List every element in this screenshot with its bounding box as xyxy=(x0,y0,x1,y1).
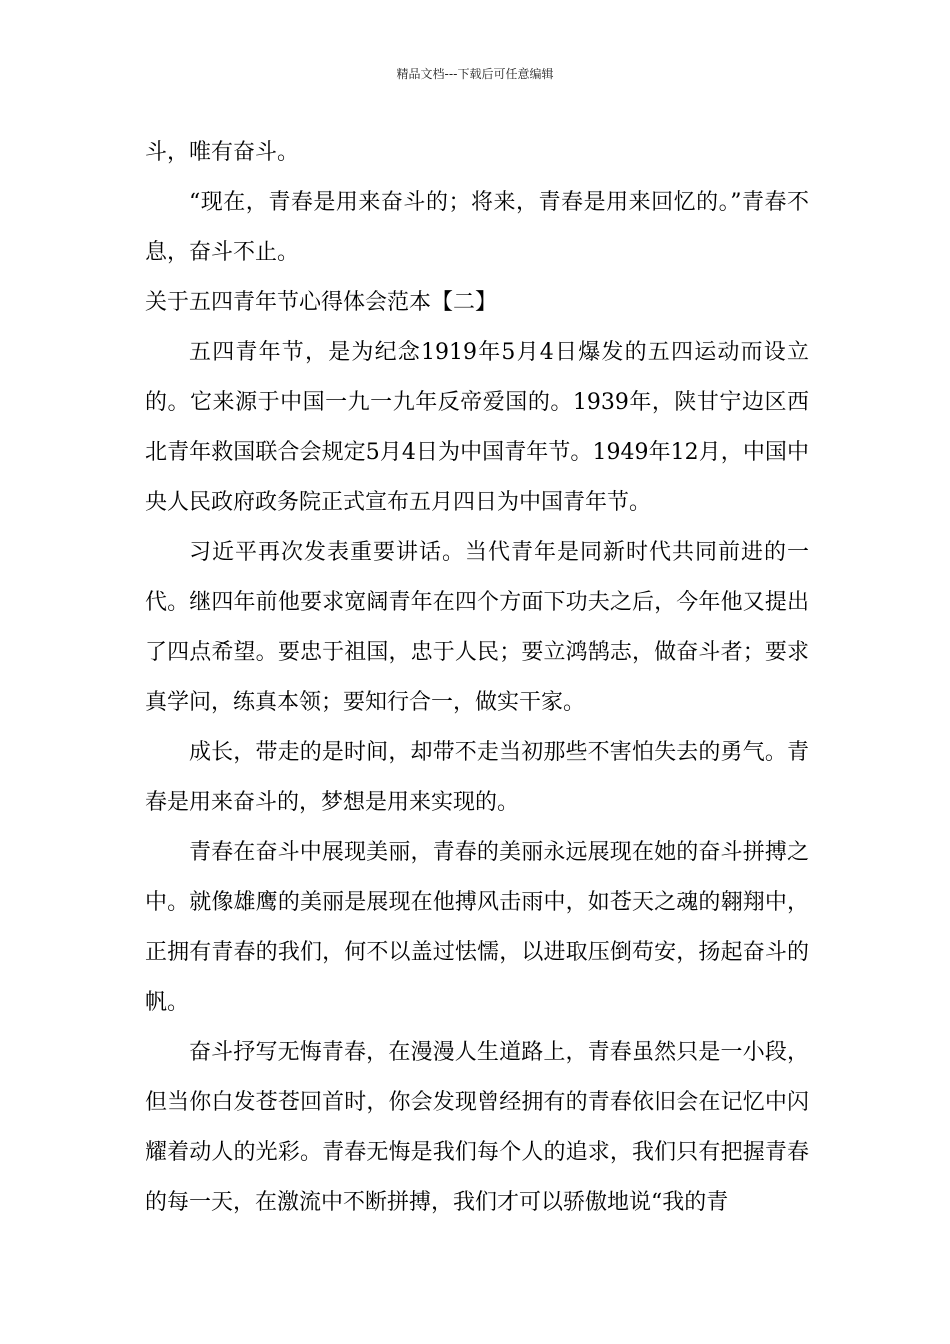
document-body xyxy=(145,128,809,1228)
paragraph-quote: “现在，青春是用来奋斗的；将来，青春是用来回忆的。”青春不息，奋斗不止。 xyxy=(145,190,809,265)
paragraph: 奋斗抒写无悔青春，在漫漫人生道路上，青春虽然只是一小段，但当你白发苍苍回首时，你会发现曾经拥有的青春依旧会在记忆中闪耀着动人的光彩。青春无悔是我们每个人的追求，我们只有把握青春的每一天，在激流中不断拼搏，我们才可以骄傲地说“我的青 xyxy=(145,1040,809,1215)
paragraph-continuation: 斗，唯有奋斗。 xyxy=(145,140,300,165)
paragraph: 五四青年节，是为纪念1919年5月4日爆发的五四运动而设立的。它来源于中国一九一九年反帝爱国的。1939年，陕甘宁边区西北青年救国联合会规定5月4日为中国青年节。1949年12月，中国中央人民政府政务院正式宣布五月四日为中国青年节。 xyxy=(145,340,809,515)
paragraph: 成长，带走的是时间，却带不走当初那些不害怕失去的勇气。青春是用来奋斗的，梦想是用来实现的。 xyxy=(145,740,809,815)
paragraph: 青春在奋斗中展现美丽，青春的美丽永远展现在她的奋斗拼搏之中。就像雄鹰的美丽是展现在他搏风击雨中，如苍天之魂的翱翔中，正拥有青春的我们，何不以盖过怯懦，以进取压倒苟安，扬起奋斗的帆。 xyxy=(145,840,809,1015)
paragraph: 习近平再次发表重要讲话。当代青年是同新时代共同前进的一代。继四年前他要求宽阔青年在四个方面下功夫之后，今年他又提出了四点希望。要忠于祖国，忠于人民；要立鸿鹄志，做奋斗者；要求真学问，练真本领；要知行合一，做实干家。 xyxy=(145,540,809,715)
page-header: 精品文档---下载后可任意编辑 xyxy=(396,67,554,81)
section-heading: 关于五四青年节心得体会范本【二】 xyxy=(145,290,498,315)
